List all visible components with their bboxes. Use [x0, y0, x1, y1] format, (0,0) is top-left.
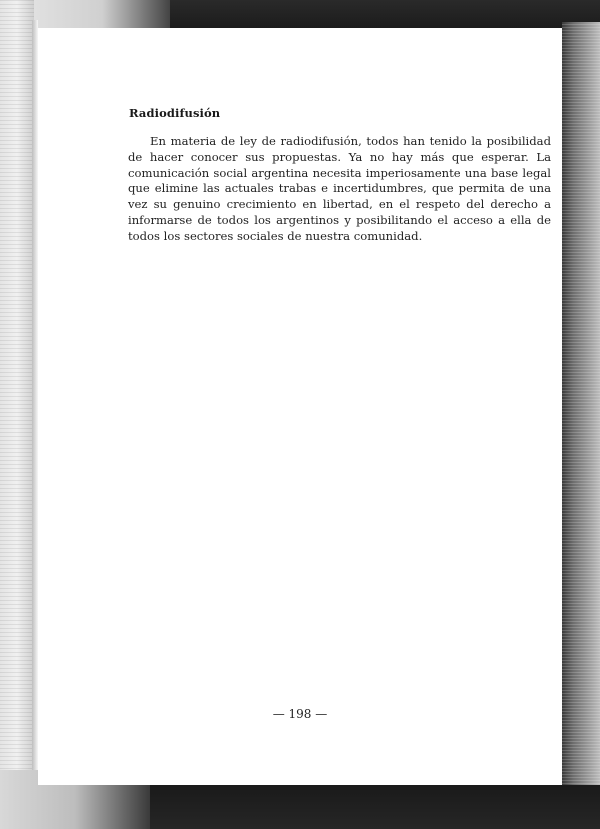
section-heading: Radiodifusión — [129, 106, 221, 120]
document-page — [38, 28, 562, 785]
body-paragraph: En materia de ley de radiodifusión, todos han tenido la posibilidad de hacer conocer sus propuestas. Ya no hay más que esperar. La comunicación social argentina necesita imperiosamente una base legal que elimine las actuales trabas e incertidumbres, que permita de una vez su genuino crecimiento en libertad, en el respeto del derecho a informarse de todos los argentinos y posibilitando el acceso a ella de todos los sectores sociales de nuestra comunidad. — [128, 134, 551, 243]
page-number: — 198 — — [272, 707, 328, 721]
scan-border-left — [0, 0, 34, 829]
scan-border-right — [562, 22, 600, 829]
